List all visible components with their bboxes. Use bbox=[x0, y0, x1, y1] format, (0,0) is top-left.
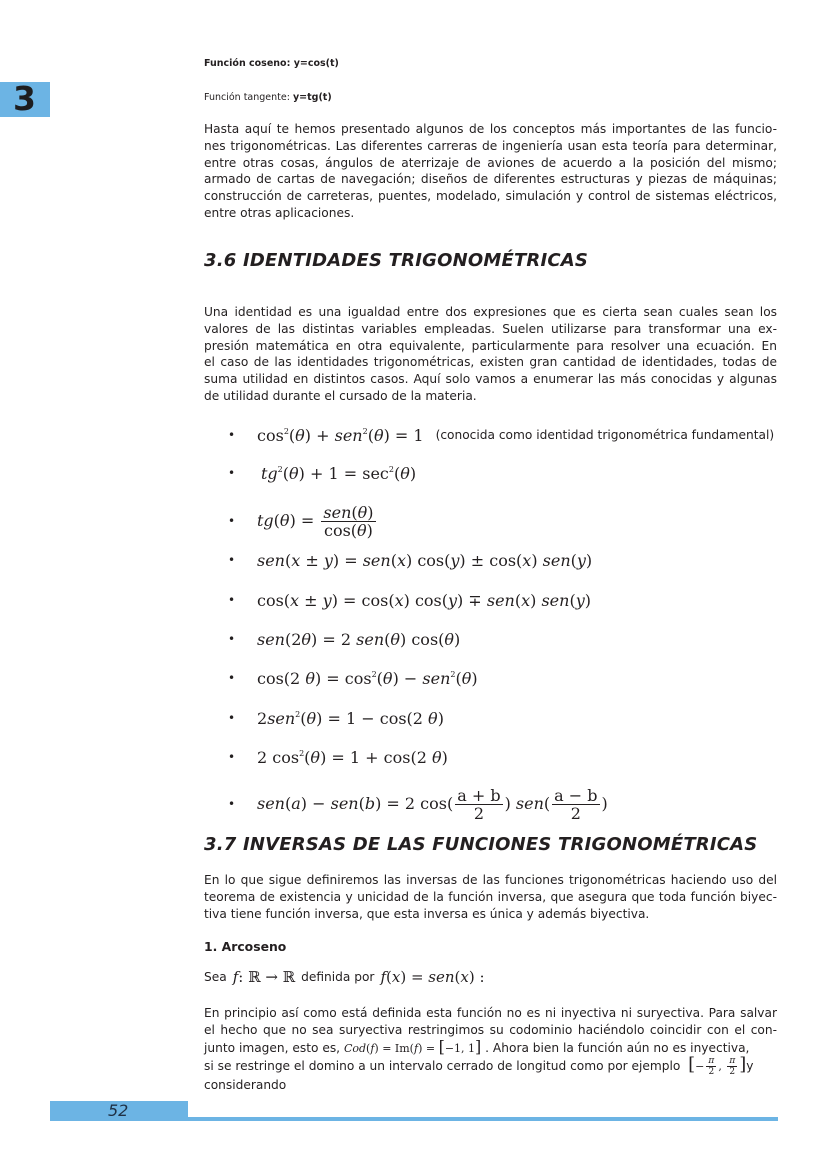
arcoseno-subheading: 1. Arcoseno bbox=[204, 939, 287, 954]
chapter-tab bbox=[0, 79, 50, 118]
chapter-number: 3 bbox=[13, 79, 36, 118]
fraction: $\frac{\text{sen(θ)}}{\cos(\theta)}$ bbox=[323, 502, 374, 540]
identity-item bbox=[228, 423, 774, 447]
identity-formula: sen(a) − sen(b) = 2 cos( $\frac{a + b}{2}$ ) sen( $\frac{a - b}{2}$ ) bbox=[257, 785, 608, 823]
function-map: f: ℝ → ℝ bbox=[232, 968, 296, 986]
bullet-icon: • bbox=[228, 514, 236, 528]
bullet-icon: • bbox=[228, 593, 236, 607]
function-tangent-label: Función tangente: bbox=[204, 92, 293, 103]
page-number-block bbox=[50, 1101, 188, 1121]
identity-item bbox=[228, 627, 460, 651]
bullet-icon: • bbox=[228, 711, 236, 725]
function-definition-line bbox=[204, 968, 491, 986]
identity-item bbox=[228, 501, 378, 541]
fraction: $\frac{a - b}{2}$ bbox=[554, 785, 598, 823]
function-cosine-label: Función coseno: bbox=[204, 58, 294, 69]
paragraph-line: el hecho que no sea suryectiva restringimos su codominio haciéndolo coincidir con el con- bbox=[204, 1022, 777, 1037]
paragraph-line: tiva tiene función inversa, que esta inversa es única y además biyectiva. bbox=[204, 906, 650, 921]
paragraph-line: En lo que sigue definiremos las inversas de las funciones trigonométricas haciendo uso del bbox=[204, 873, 777, 887]
page-number: 52 bbox=[108, 1101, 129, 1120]
identity-note: (conocida como identidad trigonométrica fundamental) bbox=[435, 428, 775, 442]
bullet-icon: • bbox=[228, 632, 236, 646]
function-tangent-formula: y=tg(t) bbox=[292, 92, 332, 103]
function-definition: f(x) = sen(x) : bbox=[380, 968, 485, 986]
paragraph-line: nes trigonométricas. Las diferentes carreras de ingeniería usan esta teoría para determinar, bbox=[204, 138, 777, 153]
section-3-6-paragraph bbox=[204, 304, 777, 405]
identity-formula: sen(2θ) = 2 sen(θ) cos(θ) bbox=[257, 629, 461, 649]
sea-prefix: Sea bbox=[204, 970, 227, 984]
identity-formula: $tg^2(\theta) + 1 = \sec^2(\theta)$ bbox=[261, 463, 417, 483]
identity-formula: tg(θ) = $\frac{\text{sen(θ)}}{\cos(\theta)}$ bbox=[257, 502, 374, 540]
paragraph-line: entre otras cosas, ángulos de aterrizaje de aviones de acuerdo a la posición del mismo; bbox=[204, 155, 777, 170]
section-3-7-heading: 3.7 INVERSAS DE LAS FUNCIONES TRIGONOMÉTRICAS bbox=[204, 834, 758, 855]
paragraph-line: suma utilidad en distintos casos. Aquí solo vamos a enumerar las más conocidas y algunas bbox=[204, 372, 777, 387]
paragraph-line: considerando bbox=[204, 1078, 287, 1093]
bullet-icon: • bbox=[228, 671, 236, 685]
bullet-icon: • bbox=[228, 428, 236, 442]
identity-formula: sen(x ± y) = sen(x) cos(y) ± cos(x) sen(y) bbox=[257, 550, 593, 570]
fraction: $\frac{a + b}{2}$ bbox=[457, 785, 501, 823]
section-3-7-paragraph bbox=[204, 872, 777, 922]
identity-formula: 2 $\cos^2(\theta) = 1 + \cos(2$ θ) bbox=[257, 747, 448, 767]
footer-rule bbox=[188, 1117, 778, 1121]
paragraph-line: junto imagen, esto es, Cod(f) = Im(f) = [−1, 1] . Ahora bien la función aún no es inyectiva, bbox=[204, 1036, 750, 1056]
paragraph-line: si se restringe el domino a un intervalo cerrado de longitud como por ejemplo [− $\frac{\pi}{2}$ , $\frac{\pi}{2}$ ]y bbox=[204, 1054, 754, 1078]
identity-item bbox=[228, 666, 478, 690]
definida-por: definida por bbox=[301, 970, 375, 984]
paragraph-line: entre otras aplicaciones. bbox=[204, 205, 355, 220]
paragraph-line: armado de cartas de navegación; diseños de diferentes estructuras y piezas de máquinas; bbox=[204, 172, 777, 187]
bullet-icon: • bbox=[228, 553, 236, 567]
codomain-math: Cod(f) = Im(f) = [−1, 1] bbox=[343, 1036, 482, 1056]
paragraph-line: En principio así como está definida esta función no es ni inyectiva ni suryectiva. Para salvar bbox=[204, 1006, 777, 1020]
bullet-icon: • bbox=[228, 750, 236, 764]
paragraph-line: el caso de las identidades trigonométricas, existen gran cantidad de identidades, todas de bbox=[204, 355, 777, 370]
identity-formula: 2sen$^2$(θ) = 1 − cos(2 θ) bbox=[257, 708, 444, 728]
identity-item bbox=[228, 461, 416, 485]
paragraph-line: Una identidad es una igualdad entre dos expresiones que es cierta sean cuales sean los bbox=[204, 305, 777, 319]
identity-item bbox=[228, 588, 591, 612]
bullet-icon: • bbox=[228, 797, 236, 811]
identity-formula: cos(x ± y) = cos(x) cos(y) ∓ sen(x) sen(y) bbox=[257, 590, 591, 610]
identity-item bbox=[228, 745, 448, 769]
paragraph-line: construcción de carreteras, puentes, modelado, simulación y control de sistemas eléctricos, bbox=[204, 189, 777, 204]
function-tangent-line bbox=[204, 92, 332, 103]
paragraph-line: Hasta aquí te hemos presentado algunos de los conceptos más importantes de las funcio- bbox=[204, 122, 777, 136]
closing-paragraph bbox=[204, 1005, 777, 1094]
paragraph-line: teorema de existencia y unicidad de la función inversa, que asegura que toda función biyec- bbox=[204, 889, 777, 904]
function-cosine-line bbox=[204, 58, 339, 69]
section-3-6-heading: 3.6 IDENTIDADES TRIGONOMÉTRICAS bbox=[204, 250, 589, 271]
paragraph-line: de utilidad durante el cursado de la materia. bbox=[204, 388, 477, 403]
paragraph-line: valores de las distintas variables empleadas. Suelen utilizarse para transformar una ex- bbox=[204, 321, 777, 336]
identity-formula: $\cos^2(\theta) + sen^2(\theta) = 1$ bbox=[257, 425, 424, 445]
identity-item bbox=[228, 548, 592, 572]
identity-item bbox=[228, 706, 444, 730]
identity-formula: cos(2 $\theta) = \cos^2(\theta) - sen^2(\theta)$ bbox=[257, 668, 478, 688]
interval-math: [− $\frac{\pi}{2}$ , $\frac{\pi}{2}$ ] bbox=[688, 1054, 747, 1078]
bullet-icon: • bbox=[228, 466, 236, 480]
paragraph-line: presión matemática en otra equivalente, particularmente para resolver una ecuación. En bbox=[204, 338, 777, 353]
identity-item bbox=[228, 784, 608, 824]
intro-paragraph bbox=[204, 121, 777, 222]
function-cosine-formula: y=cos(t) bbox=[293, 58, 339, 69]
